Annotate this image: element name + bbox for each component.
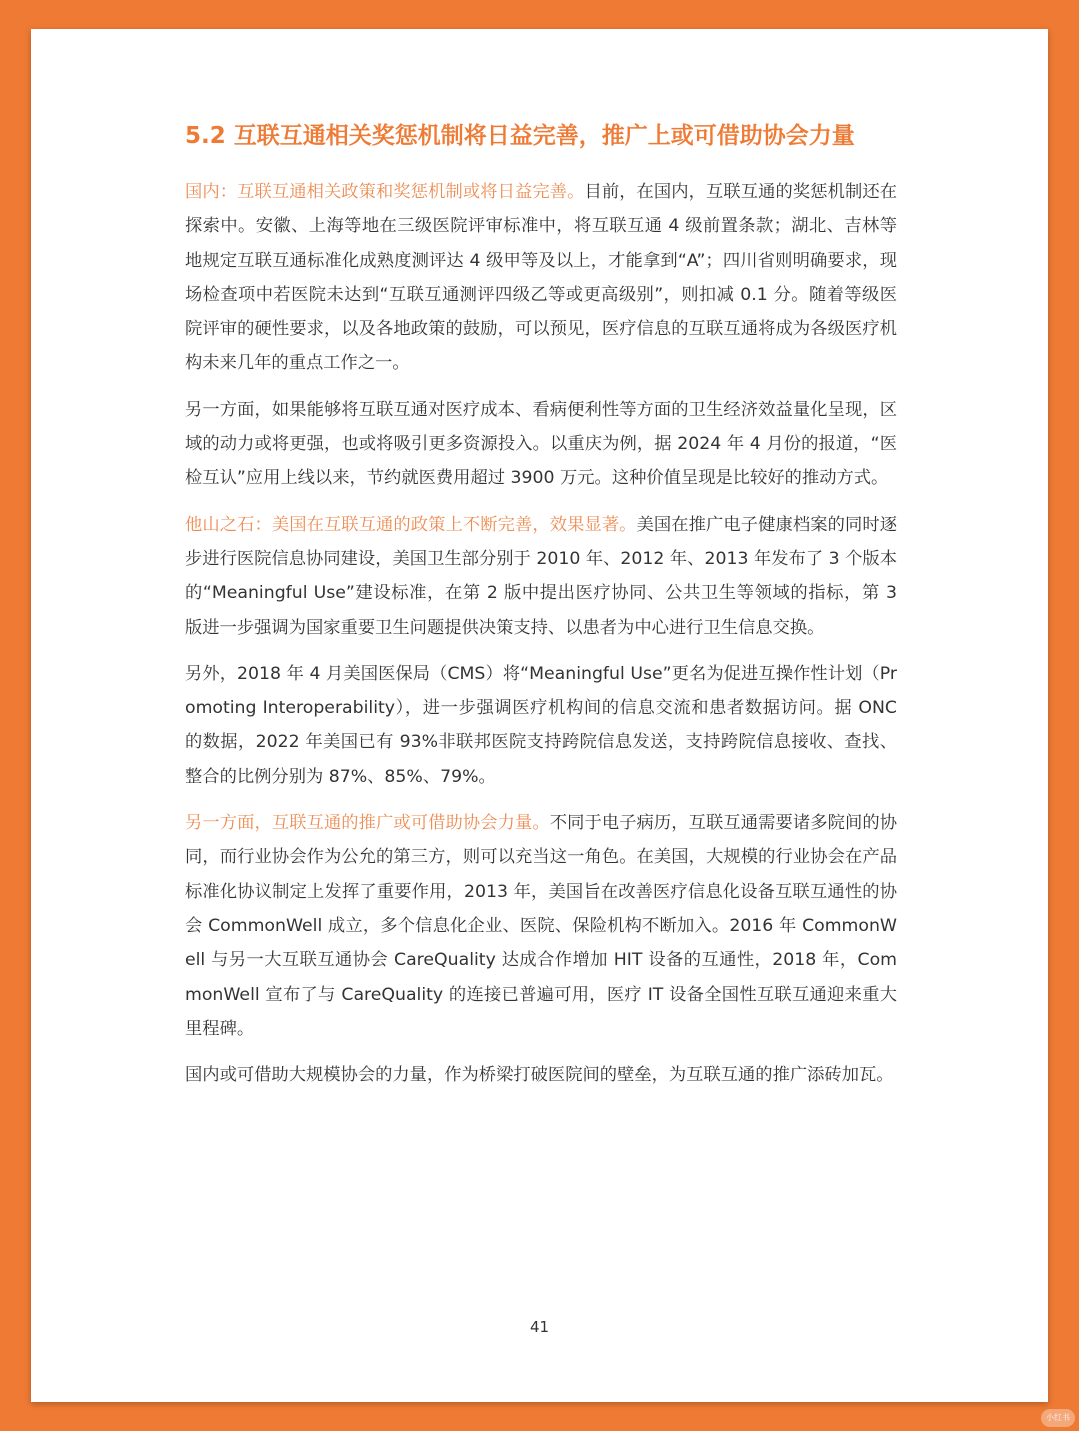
section-title: 5.2 互联互通相关奖惩机制将日益完善，推广上或可借助协会力量: [185, 123, 855, 149]
paragraph-domestic: [185, 175, 897, 381]
paragraph-us-data: [185, 657, 897, 794]
paragraph-associations: [185, 806, 897, 1046]
document-page: [31, 29, 1048, 1402]
paragraph-text: 不同于电子病历，互联互通需要诸多院间的协同，而行业协会作为公允的第三方，则可以充当这一角色。在美国，大规模的行业协会在产品标准化协议制定上发挥了重要作用，2013 年，美国旨在改善医疗信息化设备互联互通性的协会 CommonWell 成立，多个信息化企业、医院、保险机构不断加入。2016 年 CommonWell 与另一大互联互通协会 CareQuality 达成合作增加 HIT 设备的互通性，2018 年，CommonWell 宣布了与 CareQuality 的连接已普遍可用，医疗 IT 设备全国性互联互通迎来重大里程碑。: [185, 813, 897, 1039]
paragraph-lead: 他山之石：美国在互联互通的政策上不断完善，效果显著。: [185, 514, 637, 535]
paragraph-lead: 另一方面，互联互通的推广或可借助协会力量。: [185, 813, 550, 834]
watermark-logo: 小红书: [1041, 1409, 1075, 1427]
paragraph-us-policy: [185, 508, 897, 645]
paragraph-conclusion: [185, 1058, 897, 1092]
paragraph-text: 国内或可借助大规模协会的力量，作为桥梁打破医院间的壁垒，为互联互通的推广添砖加瓦。: [185, 1065, 894, 1086]
page-content: [185, 119, 897, 1104]
paragraph-text: 另外，2018 年 4 月美国医保局（CMS）将“Meaningful Use”更名为促进互操作性计划（Promoting Interoperability），进一步强调医疗机构间的信息交流和患者数据访问。据 ONC 的数据，2022 年美国已有 93%非联邦医院支持跨院信息发送，支持跨院信息接收、查找、整合的比例分别为 87%、85%、79%。: [185, 663, 897, 787]
paragraph-text: 另一方面，如果能够将互联互通对医疗成本、看病便利性等方面的卫生经济效益量化呈现，区域的动力或将更强，也或将吸引更多资源投入。以重庆为例，据 2024 年 4 月份的报道，“医检互认”应用上线以来，节约就医费用超过 3900 万元。这种价值呈现是比较好的推动方式。: [185, 399, 897, 489]
paragraph-text: 美国在推广电子健康档案的同时逐步进行医院信息协同建设，美国卫生部分别于 2010 年、2012 年、2013 年发布了 3 个版本的“Meaningful Use”建设标准，在第 2 版中提出医疗协同、公共卫生等领域的指标，第 3 版进一步强调为国家重要卫生问题提供决策支持、以患者为中心进行卫生信息交换。: [185, 514, 897, 638]
page-number: 41: [529, 1318, 550, 1336]
paragraph-economic-value: [185, 393, 897, 496]
paragraph-lead: 国内：互联互通相关政策和奖惩机制或将日益完善。: [185, 182, 585, 202]
paragraph-text: 目前，在国内，互联互通的奖惩机制还在探索中。安徽、上海等地在三级医院评审标准中，将互联互通 4 级前置条款；湖北、吉林等地规定互联互通标准化成熟度测评达 4 级甲等及以上，才能拿到“A”；四川省则明确要求，现场检查项中若医院未达到“互联互通测评四级乙等或更高级别”，则扣减 0.1 分。随着等级医院评审的硬性要求，以及各地政策的鼓励，可以预见，医疗信息的互联互通将成为各级医疗机构未来几年的重点工作之一。: [185, 182, 897, 374]
